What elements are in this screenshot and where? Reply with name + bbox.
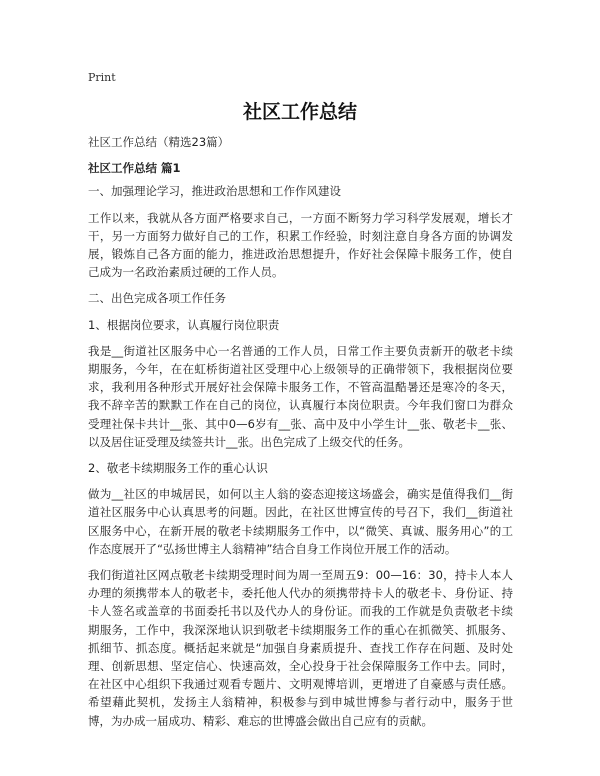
paragraph-4: 我们街道社区网点敬老卡续期受理时间为周一至周五9：00—16：30，持卡人本人办理的须携带本人的敬老卡，委托他人代办的须携带持卡人的敬老卡、身份证、持卡人签名或盖章的书面委托书以及代办人的身份证。而我的工作就是负责敬老卡续期服务，工作中，我深深地认识到敬老卡续期服务工作的重心在抓微笑、抓服务、抓细节、抓态度。概括起来就是“加强自身素质提升、查找工作存在问题、及时处理、创新思想、坚定信心、快速高效，全心投身于社会保障服务工作中去。同时，在社区中心组织下我通过观看专题片、文明观博培训，更增进了自豪感与责任感。希望藉此契机，发扬主人翁精神，积极参与到申城世博参与者行动中，服务于世博，为办成一届成功、精彩、难忘的世博盛会做出自己应有的贡献。 (88, 568, 513, 728)
heading-2-1: 1、根据岗位要求，认真履行岗位职责 (88, 317, 280, 332)
paragraph-3: 做为__社区的申城居民，如何以主人翁的姿态迎接这场盛会，确实是值得我们__街道社区服务中心认真思考的问题。因此，在社区世博宣传的号召下，我们__街道社区服务中心，在新开展的敬老卡续期服务工作中，以“微笑、真诚、服务用心”的工作态度展开了“弘扬世博主人翁精神”结合自身工作岗位开展工作的活动。 (88, 487, 513, 556)
paragraph-1: 工作以来，我就从各方面严格要求自己，一方面不断努力学习科学发展观，增长才干，另一方面努力做好自己的工作，积累工作经验，时刻注意自身各方面的协调发展，锻炼自己各方面的能力，推进政治思想提升，作好社会保障卡服务工作，使自己成为一名政治素质过硬的工作人员。 (88, 210, 513, 280)
document-subtitle: 社区工作总结（精选23篇） (88, 135, 230, 149)
paragraph-2: 我是__街道社区服务中心一名普通的工作人员，日常工作主要负责新开的敬老卡续期服务，今年，在在虹桥街道社区受理中心上级领导的正确带领下，我根据岗位要求，我利用各种形式开展好社会保障卡服务工作，不管高温酷暑还是寒冷的冬天，我不辞辛苦的默默工作在自己的岗位，认真履行本岗位职责。今年我们窗口为群众受理社保卡共计__张、其中0—6岁有__张、高中及中小学生计__张、敬老卡__张、以及居住证受理及续签共计__张。出色完成了上级交代的任务。 (88, 343, 513, 449)
print-link[interactable]: Print (88, 71, 116, 84)
heading-1: 一、加强理论学习，推进政治思想和工作作风建设 (88, 184, 341, 199)
heading-2: 二、出色完成各项工作任务 (88, 291, 226, 306)
heading-2-2: 2、敬老卡续期服务工作的重心认识 (88, 461, 268, 476)
document-body (88, 133, 513, 730)
section-heading: 社区工作总结 篇1 (88, 161, 181, 176)
page-title: 社区工作总结 (242, 101, 357, 123)
